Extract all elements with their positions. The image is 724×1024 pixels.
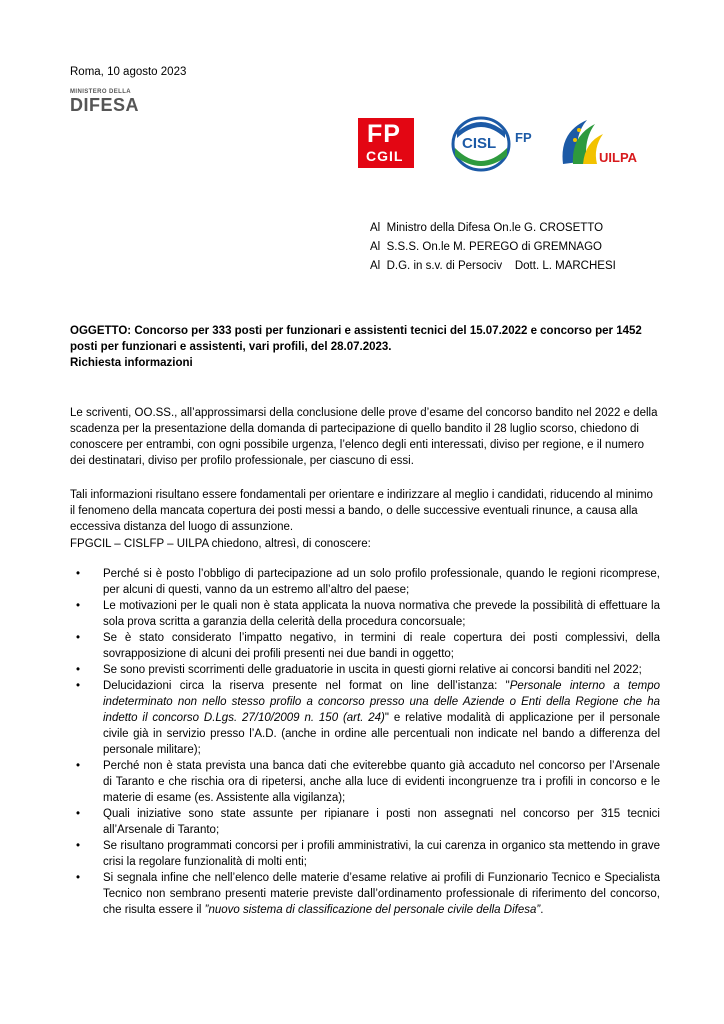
subject-line: OGGETTO: Concorso per 333 posti per funzionari e assistenti tecnici del 15.07.2022 e concorso per 1452 posti per funzionari e assistenti, vari profili, del 28.07.2023. xyxy=(70,325,642,353)
bullet-icon: • xyxy=(75,760,81,772)
list-item-text: Quali iniziative sono state assunte per ripianare i posti non assegnati nel concorso per 315 tecnici all’Arsenale di Taranto; xyxy=(103,808,660,836)
list-item xyxy=(70,806,660,838)
list-item-text: Se è stato considerato l’impatto negativo, in termini di reale copertura dei posti complessivi, della sovrapposizione di alcuni dei profili presenti nei due bandi in oggetto; xyxy=(103,632,660,660)
bullet-icon: • xyxy=(75,664,81,676)
bullet-icon: • xyxy=(75,872,81,884)
list-item-text-b: " e relative modalità di applicazione per il personale civile già in servizio presso l’A.D. (anche in ordine alle percentuali non indicate nel bando a differenza del personale militare); xyxy=(103,712,660,756)
list-item xyxy=(70,662,660,678)
list-item-text-a: Delucidazioni circa la riserva presente nel format on line dell’istanza: " xyxy=(103,680,510,692)
cisl-fp-logo-cisl: CISL xyxy=(462,135,497,152)
addressee-2: Al S.S.S. On.le M. PEREGO di GREMNAGO xyxy=(370,241,602,253)
ministry-logo-small: MINISTERO DELLA xyxy=(70,89,131,95)
list-item xyxy=(70,630,660,662)
subject xyxy=(70,323,660,371)
uilpa-logo-text: UILPA xyxy=(599,150,638,165)
list-item-text-b: . xyxy=(540,904,544,916)
ministry-logo-big: DIFESA xyxy=(70,95,140,115)
body-paragraph-1: Le scriventi, OO.SS., all’approssimarsi della conclusione delle prove d’esame del concorso bandito nel 2022 e della scadenza per la presentazione della domanda di partecipazione di quello bandito il 28 luglio scorso, chiedono di conoscere per entrambi, con ogni possibile urgenza, l’elenco degli enti interessati, diviso per regione, e il numero dei destinatari, diviso per profilo professionale, per ciascuno di essi. xyxy=(70,407,658,467)
list-item xyxy=(70,598,660,630)
list-item xyxy=(70,678,660,758)
subject-request: Richiesta informazioni xyxy=(70,357,193,369)
body-paragraph-2: Tali informazioni risultano essere fondamentali per orientare e indirizzare al meglio i candidati, riducendo al minimo il fenomeno della mancata copertura dei posti messi a bando, o delle successive eventuali rinunce, a causa alla eccessiva distanza del luogo di assunzione. xyxy=(70,489,653,533)
request-list xyxy=(70,566,660,918)
bullet-icon: • xyxy=(75,680,81,692)
letter-date: Roma, 10 agosto 2023 xyxy=(70,66,187,78)
list-item-quote: Personale interno a tempo indeterminato non nello stesso profilo a concorso presso una delle Aziende o Enti della Regione che ha indetto il concorso D.Lgs. 27/10/2009 n. 150 (art. 24) xyxy=(103,680,660,724)
list-item-text: Se risultano programmati concorsi per i profili amministrativi, la cui carenza in organico sta mettendo in grave crisi la regolare funzionalità di molti enti; xyxy=(103,840,660,868)
list-item xyxy=(70,870,660,918)
list-item-text: Le motivazioni per le quali non è stata applicata la nuova normativa che prevede la possibilità di effettuare la sola prova scritta a garanzia della celerità della procedura concorsuale; xyxy=(103,600,660,628)
bullet-icon: • xyxy=(75,632,81,644)
list-item-text: Perché si è posto l’obbligo di partecipazione ad un solo profilo professionale, quando le regioni ricomprese, per alcuni di questi, vanno da un estremo all’altro del paese; xyxy=(103,568,660,596)
bullet-icon: • xyxy=(75,568,81,580)
list-item-text: Perché non è stata prevista una banca dati che eviterebbe quanto già accaduto nel concorso per l’Arsenale di Taranto e che rischia ora di ripetersi, anche alla luce di evidenti incongruenze tra i profili in concorso e le materie di esame (es. Assistente alla vigilanza); xyxy=(103,760,660,804)
cisl-fp-logo xyxy=(451,112,551,174)
bullet-icon: • xyxy=(75,600,81,612)
list-item-text-a: Si segnala infine che nell’elenco delle materie d’esame relative ai profili di Funzionario Tecnico e Specialista Tecnico non sembrano presenti materie previste dall’ordinamento professionale di riferimento del concorso, che risulta essere il xyxy=(103,872,660,916)
addressee-3: Al D.G. in s.v. di Persociv Dott. L. MARCHESI xyxy=(370,260,616,272)
bullet-icon: • xyxy=(75,808,81,820)
ministry-logo xyxy=(70,89,139,114)
list-item-text: Se sono previsti scorrimenti delle graduatorie in uscita in questi giorni relative ai concorsi banditi nel 2022; xyxy=(103,664,642,676)
uilpa-logo xyxy=(555,112,655,174)
fp-cgil-logo-cgil: CGIL xyxy=(366,148,404,164)
body-paragraph-3: FPGCIL – CISLFP – UILPA chiedono, altresì, di conoscere: xyxy=(70,538,371,550)
list-item xyxy=(70,758,660,806)
list-item xyxy=(70,566,660,598)
list-item-quote: ”nuovo sistema di classificazione del personale civile della Difesa” xyxy=(204,904,541,916)
cisl-fp-logo-fp: FP xyxy=(515,130,532,145)
fp-cgil-logo-fp: FP xyxy=(367,120,401,148)
list-item xyxy=(70,838,660,870)
bullet-icon: • xyxy=(75,840,81,852)
addressee-1: Al Ministro della Difesa On.le G. CROSETTO xyxy=(370,222,604,234)
fp-cgil-logo xyxy=(358,118,414,168)
